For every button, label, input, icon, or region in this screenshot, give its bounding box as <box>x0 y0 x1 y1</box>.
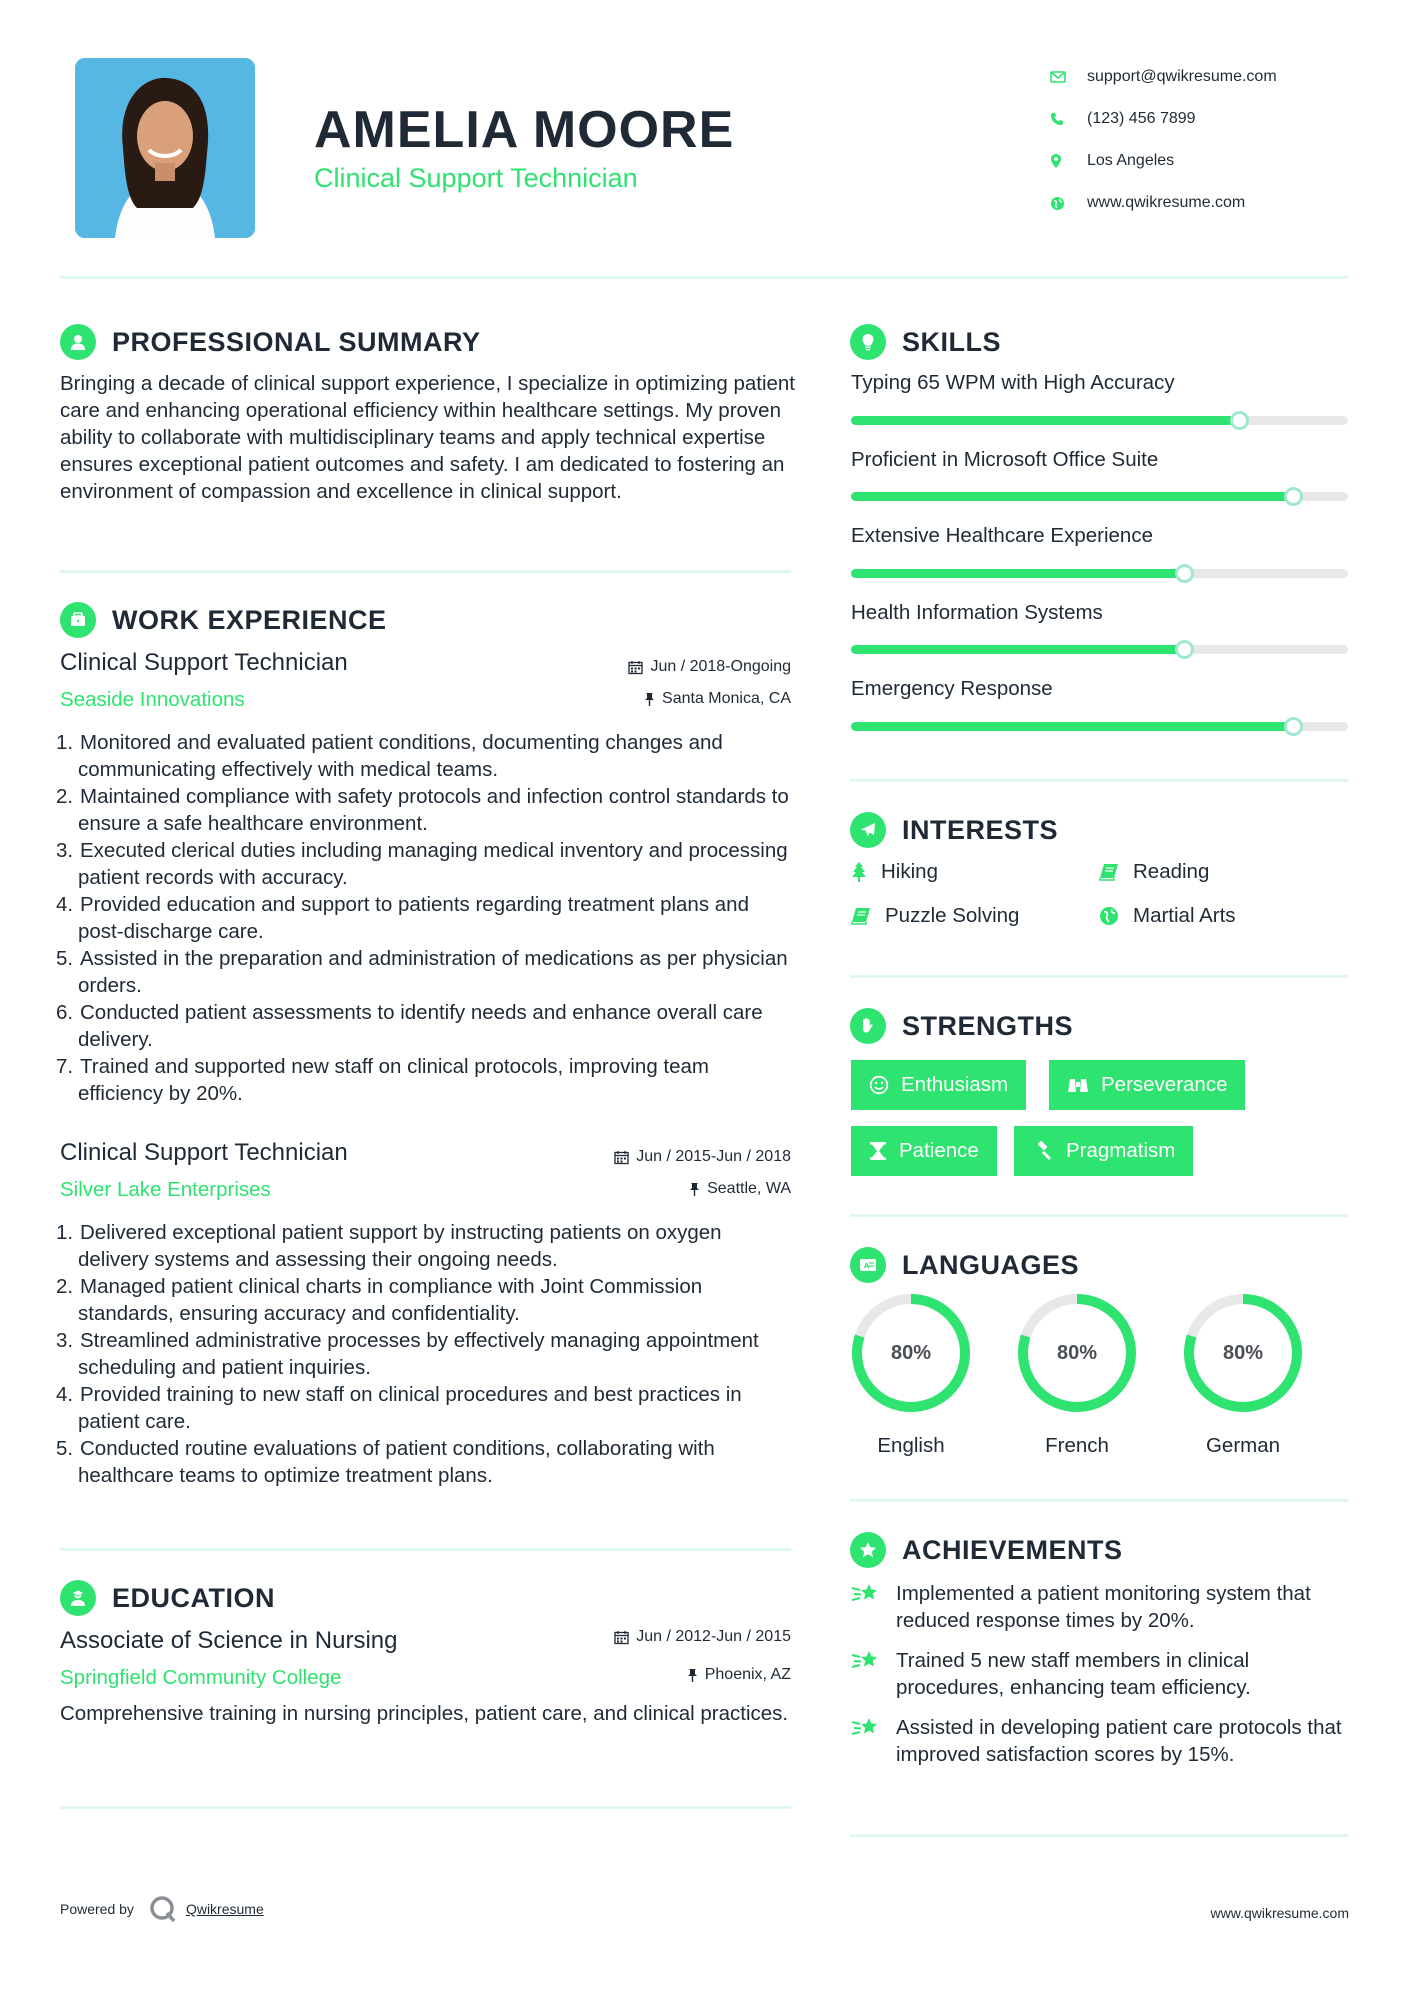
hand-icon <box>850 1008 886 1044</box>
skill-bar <box>851 722 1348 731</box>
education-description: Comprehensive training in nursing principles, patient care, and clinical practices. <box>60 1702 789 1725</box>
section-divider <box>60 1548 791 1551</box>
language-percent: 80% <box>1222 1341 1264 1364</box>
interest-item: Reading <box>1099 860 1209 884</box>
section-divider <box>60 1806 791 1809</box>
experience-heading: WORK EXPERIENCE <box>60 602 387 638</box>
list-item: 3. Executed clerical duties including managing medical inventory and processing patient records with accuracy. <box>56 839 788 889</box>
interest-item: Martial Arts <box>1099 904 1236 928</box>
gavel-icon <box>1032 1141 1054 1161</box>
skill-label: Health Information Systems <box>851 601 1103 624</box>
interests-heading: INTERESTS <box>850 812 1058 848</box>
footer-brand-link[interactable]: Qwikresume <box>185 1901 264 1917</box>
job-company: Seaside Innovations <box>60 688 245 711</box>
languages-heading: A LANGUAGES <box>850 1247 1079 1283</box>
school-name: Springfield Community College <box>60 1666 342 1689</box>
list-item: 1. Monitored and evaluated patient conditions, documenting changes and communicating effectively with medical teams. <box>56 731 723 781</box>
tree-icon <box>851 861 867 883</box>
summary-text: Bringing a decade of clinical support experience, I specialize in optimizing patient care and enhancing operational efficiency within healthcare settings. My proven ability to collaborate with multidisciplinary teams and apply technical expertise ensures exceptional patient outcomes and safety. I am dedicated to fostering an environment of compassion and excellence in clinical support. <box>60 372 796 503</box>
contact-block <box>1050 56 1350 224</box>
footer-powered-by: Powered by Qwikresume <box>60 1894 264 1924</box>
user-icon <box>60 324 96 360</box>
section-divider <box>850 1834 1348 1837</box>
skill-bar-knob <box>1230 411 1249 430</box>
shooting-star-icon <box>851 1580 896 1634</box>
achievement-item: Assisted in developing patient care protocols that improved satisfaction scores by 15%. <box>851 1714 1351 1768</box>
section-divider <box>850 1499 1348 1502</box>
job-location: Santa Monica, CA <box>500 690 791 708</box>
phone-icon <box>1050 112 1087 126</box>
skill-label: Extensive Healthcare Experience <box>851 524 1153 547</box>
pushpin-icon <box>687 1668 698 1683</box>
profile-photo <box>75 58 255 238</box>
skill-bar-fill <box>851 416 1239 425</box>
skill-bar <box>851 416 1348 425</box>
contact-email[interactable]: support@qwikresume.com <box>1050 56 1350 98</box>
list-item: 2. Maintained compliance with safety protocols and infection control standards to ensure a safe healthcare environment. <box>56 785 789 835</box>
skill-bar <box>851 645 1348 654</box>
job-title: Clinical Support Technician <box>60 1139 348 1166</box>
smile-icon <box>869 1075 889 1095</box>
candidate-name: AMELIA MOORE <box>314 101 735 159</box>
job-title: Clinical Support Technician <box>60 649 348 676</box>
globe-icon <box>1099 906 1119 926</box>
skill-bar <box>851 492 1348 501</box>
list-item: 3. Streamlined administrative processes by effectively managing appointment scheduling and patient inquiries. <box>56 1329 759 1379</box>
language-card-icon <box>850 1247 886 1283</box>
contact-website[interactable]: www.qwikresume.com <box>1050 182 1350 224</box>
pushpin-icon <box>689 1182 700 1197</box>
list-item: 6. Conducted patient assessments to identify needs and enhance overall care delivery. <box>56 1001 763 1051</box>
list-item: 1. Delivered exceptional patient support by instructing patients on oxygen delivery systems and assessing their ongoing needs. <box>56 1221 722 1271</box>
svg-text:A: A <box>864 1262 870 1270</box>
calendar-icon <box>628 660 643 675</box>
strength-tag: Pragmatism <box>1014 1126 1193 1176</box>
mail-icon <box>1050 71 1087 83</box>
degree-title: Associate of Science in Nursing <box>60 1627 398 1654</box>
education-dates: Jun / 2012-Jun / 2015 <box>500 1628 791 1646</box>
calendar-icon <box>614 1630 629 1645</box>
skill-bar-fill <box>851 722 1293 731</box>
skill-label: Emergency Response <box>851 677 1053 700</box>
list-item: 4. Provided training to new staff on clinical procedures and best practices in patient care. <box>56 1383 742 1433</box>
language-name: French <box>1045 1434 1109 1457</box>
education-location: Phoenix, AZ <box>500 1666 791 1684</box>
summary-heading: PROFESSIONAL SUMMARY <box>60 324 481 360</box>
shooting-star-icon <box>851 1714 896 1768</box>
section-divider <box>60 570 791 573</box>
pushpin-icon <box>644 692 655 707</box>
job-duties-list <box>56 729 795 1107</box>
skill-bar-fill <box>851 645 1184 654</box>
language-item <box>1016 1292 1138 1457</box>
list-item: 5. Assisted in the preparation and administration of medications as per physician orders. <box>56 947 788 997</box>
skill-bar-fill <box>851 569 1184 578</box>
skill-label: Proficient in Microsoft Office Suite <box>851 448 1159 471</box>
language-percent: 80% <box>890 1341 932 1364</box>
language-name: English <box>877 1434 945 1457</box>
language-percent: 80% <box>1056 1341 1098 1364</box>
section-divider <box>850 1214 1348 1217</box>
job-location: Seattle, WA <box>500 1180 791 1198</box>
language-item <box>1182 1292 1304 1457</box>
strengths-heading: STRENGTHS <box>850 1008 1073 1044</box>
interest-item: Hiking <box>851 860 938 884</box>
list-item: 7. Trained and supported new staff on clinical protocols, improving team efficiency by 20%. <box>56 1055 710 1105</box>
job-dates: Jun / 2015-Jun / 2018 <box>500 1148 791 1166</box>
language-name: German <box>1205 1434 1281 1457</box>
job-company: Silver Lake Enterprises <box>60 1178 271 1201</box>
contact-location: Los Angeles <box>1050 140 1350 182</box>
star-icon <box>850 1532 886 1568</box>
skill-bar-knob <box>1175 564 1194 583</box>
list-item: 5. Conducted routine evaluations of patient conditions, collaborating with healthcare teams to optimize treatment plans. <box>56 1437 715 1487</box>
briefcase-icon <box>60 602 96 638</box>
achievements-heading: ACHIEVEMENTS <box>850 1532 1123 1568</box>
achievement-item: Trained 5 new staff members in clinical procedures, enhancing team efficiency. <box>851 1647 1351 1701</box>
hourglass-icon <box>869 1141 887 1161</box>
book-icon <box>1099 863 1119 881</box>
list-item: 2. Managed patient clinical charts in compliance with Joint Commission standards, ensuring accuracy and confidentiality. <box>56 1275 703 1325</box>
skill-bar-knob <box>1175 640 1194 659</box>
shooting-star-icon <box>851 1647 896 1701</box>
section-divider <box>850 779 1348 782</box>
graduation-icon <box>60 1580 96 1616</box>
skills-heading: SKILLS <box>850 324 1001 360</box>
job-duties-list <box>56 1219 795 1489</box>
qwikresume-logo-icon <box>148 1894 178 1924</box>
book-icon <box>851 907 871 925</box>
job-dates: Jun / 2018-Ongoing <box>500 658 791 676</box>
strength-tag: Enthusiasm <box>851 1060 1026 1110</box>
contact-phone: (123) 456 7899 <box>1050 98 1350 140</box>
skill-bar-knob <box>1284 487 1303 506</box>
calendar-icon <box>614 1150 629 1165</box>
list-item: 4. Provided education and support to patients regarding treatment plans and post-discharge care. <box>56 893 749 943</box>
strength-tag: Patience <box>851 1126 997 1176</box>
interest-item: Puzzle Solving <box>851 904 1019 928</box>
lightbulb-icon <box>850 324 886 360</box>
skill-label: Typing 65 WPM with High Accuracy <box>851 371 1175 394</box>
skill-bar <box>851 569 1348 578</box>
strength-tag: Perseverance <box>1049 1060 1245 1110</box>
achievement-item: Implemented a patient monitoring system that reduced response times by 20%. <box>851 1580 1351 1634</box>
skill-bar-fill <box>851 492 1293 501</box>
map-pin-icon <box>1050 153 1087 169</box>
binoculars-icon <box>1067 1076 1089 1094</box>
footer-website[interactable]: www.qwikresume.com <box>1210 1905 1349 1921</box>
globe-icon <box>1050 196 1087 211</box>
skill-bar-knob <box>1284 717 1303 736</box>
candidate-role: Clinical Support Technician <box>314 163 638 193</box>
header-divider <box>60 276 1348 279</box>
section-divider <box>850 975 1348 978</box>
language-item <box>850 1292 972 1457</box>
paper-plane-icon <box>850 812 886 848</box>
education-heading: EDUCATION <box>60 1580 275 1616</box>
